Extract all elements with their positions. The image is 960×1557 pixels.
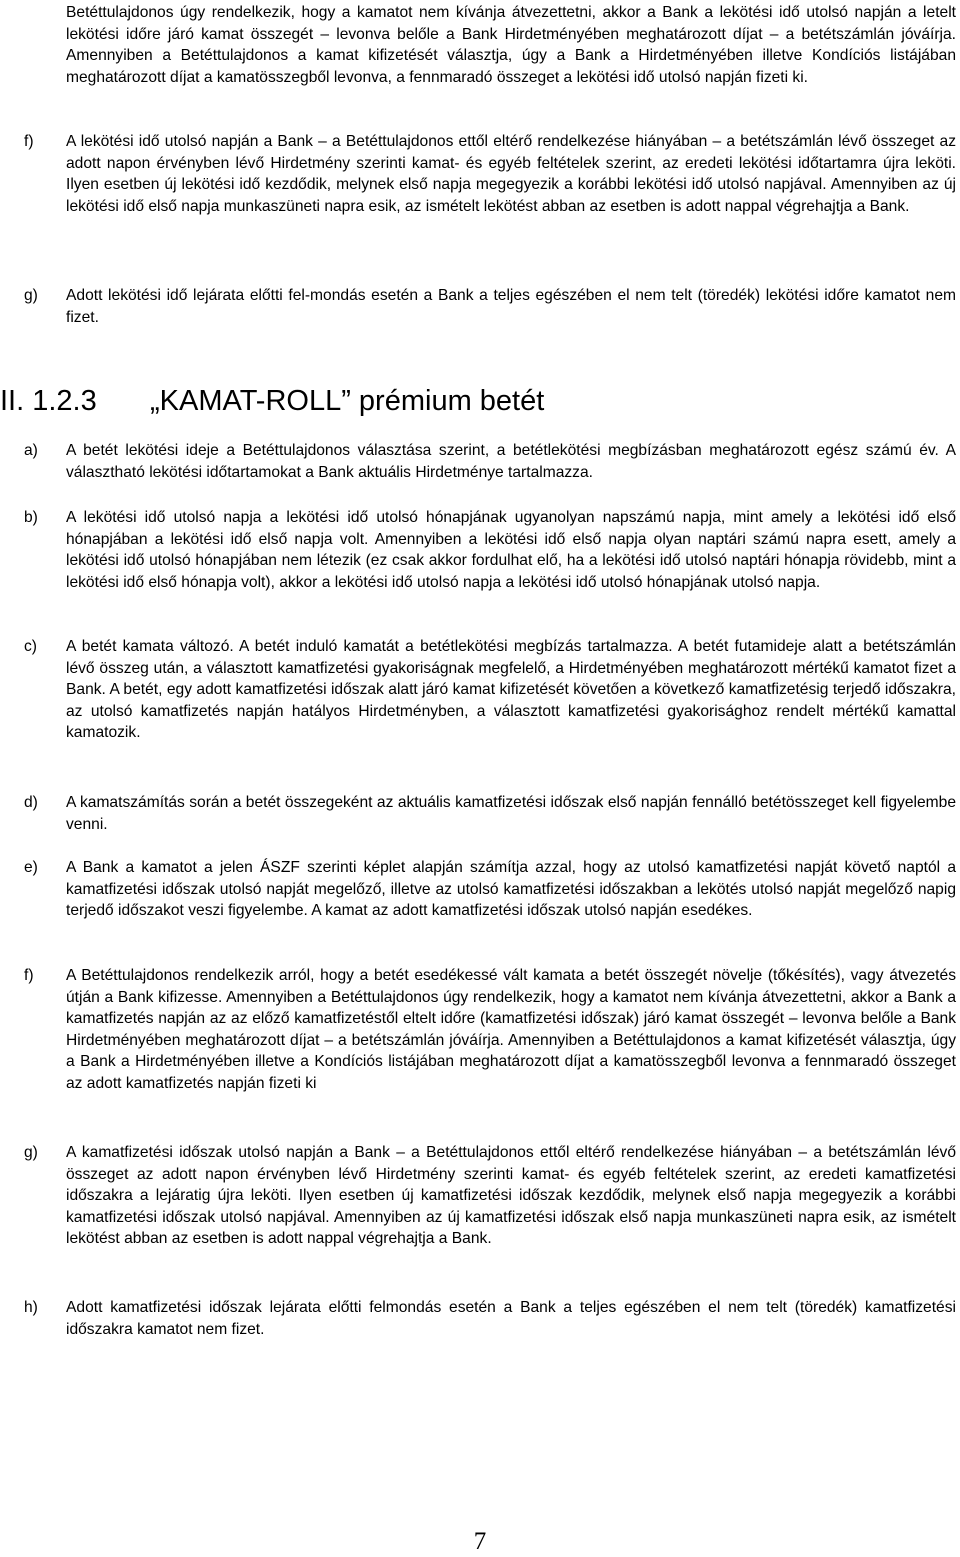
list-item [24,965,956,1094]
item-label: a) [24,442,38,459]
list-item [24,285,956,328]
list-item [24,636,956,744]
item-text: A Betéttulajdonos rendelkezik arról, hogy a betét esedékessé vált kamata a betét összegét növelje (tőkésítés), vagy átvezetés útján a Bank kifizesse. Amennyiben a Betéttulajdonos úgy rendelkezik, hogy a kamatot nem kívánja átvezettetni, akkor a Bank a kamatfizetés napján az az előző kamatfizetéstől eltelt időre (kamatfizetési időszak) járó kamat összegét – levonva belőle a Bank Hirdetményében meghatározott díjat – a betétszámlán jóváírja. Amennyiben a Betéttulajdonos a kamat kifizetését választja, úgy a Bank a Hirdetményében illetve a Kondíciós listájában meghatározott díjat a kamatösszegből levonva a fennmaradó összeget az adott kamatfizetés napján fizeti ki [66,967,956,1092]
item-label: g) [24,287,38,304]
list-item [24,440,956,483]
item-label: g) [24,1144,38,1161]
item-text: A lekötési idő utolsó napján a Bank – a Betéttulajdonos ettől eltérő rendelkezése hiányában – a betétszámlán lévő összeget az adott napon érvényben lévő Hirdetmény szerinti kamat- és egyéb feltételek szerint, az eredeti lekötési időtartamra újra leköti. Ilyen esetben új lekötési idő kezdődik, melynek első napja megegyezik a korábbi lekötési idő utolsó napjával. Amennyiben az új lekötési idő első napja munkaszüneti napra esik, az ismételt lekötést abban az esetben is adott nappal végrehajtja a Bank. [66,133,956,215]
item-text: A Bank a kamatot a jelen ÁSZF szerinti képlet alapján számítja azzal, hogy az utolsó kamatfizetési napját követő naptól a kamatfizetési időszak utolsó napját megelőző, illetve az utolsó kamatfizetési időszakban a lekötés utolsó napját megelőző napig terjedő időszakot veszi figyelembe. A kamat az adott kamatfizetési időszak utolsó napján esedékes. [66,859,956,919]
item-text: A kamatfizetési időszak utolsó napján a Bank – a Betéttulajdonos ettől eltérő rendelkezése hiányában – a betétszámlán lévő összeget az adott napon érvényben lévő Hirdetmény szerinti kamat- és egyéb feltételek szerint, az eredeti kamatfizetési időszakra a lejáratig újra leköti. Ilyen esetben új kamatfizetési időszak kezdődik, melynek első napja megegyezik a korábbi kamatfizetési időszak utolsó napjával. Amennyiben az új kamatfizetési időszak első napja munkaszüneti napra esik, az ismételt lekötést abban az esetben is adott nappal végrehajtja a Bank. [66,1144,956,1247]
list-item [24,1142,956,1250]
item-label: b) [24,509,38,526]
section-number: II. 1.2.3 [0,385,97,417]
section-title: „KAMAT-ROLL” prémium betét [150,385,545,417]
item-label: c) [24,638,37,655]
intro-paragraph: Betéttulajdonos úgy rendelkezik, hogy a kamatot nem kívánja átvezettetni, akkor a Bank a lekötési idő utolsó napján a letelt lekötési időre járó kamat összegét – levonva belőle a Bank Hirdetményében meghatározott díjat – a betétszámlán jóváírja. Amennyiben a Betéttulajdonos a kamat kifizetését választja, úgy a Bank a Hirdetményében illetve Kondíciós listájában meghatározott díjat a kamatösszegből levonva, a fennmaradó összeget a lekötési idő utolsó napján fizeti ki. [66,4,956,86]
page-number: 7 [473,1528,487,1555]
item-text: A betét kamata változó. A betét induló kamatát a betétlekötési megbízás tartalmazza. A betét futamideje alatt a betétszámlán lévő összeg után, a választott kamatfizetési gyakoriságnak megfelelő, a Hirdetményében meghatározott mértékű kamatot fizet a Bank. A betét, egy adott kamatfizetési időszak alatt járó kamat kifizetését követően a következő kamatfizetésig terjedő időszakra, az utolsó kamatfizetés napján hatályos Hirdetményben, a választott kamatfizetési gyakorisághoz rendelt mértékű kamattal kamatozik. [66,638,956,741]
item-label: e) [24,859,38,876]
list-item [24,1297,956,1340]
item-label: f) [24,133,34,150]
item-text: A betét lekötési ideje a Betéttulajdonos választása szerint, a betétlekötési megbízásban meghatározott egész számú év. A választható lekötési időtartamokat a Bank aktuális Hirdetménye tartalmazza. [66,442,956,481]
item-text: Adott lekötési idő lejárata előtti fel-mondás esetén a Bank a teljes egészében el nem telt (töredék) lekötési időre kamatot nem fizet. [66,287,956,326]
list-item [24,857,956,922]
item-label: h) [24,1299,38,1316]
list-item [24,792,956,835]
item-text: A lekötési idő utolsó napja a lekötési idő utolsó hónapjának ugyanolyan napszámú napja, mint amely a lekötési idő első hónapjában a lekötési idő első napja volt. Amennyiben a lekötési idő első napja olyan naptári számú napra esett, amely a lekötési idő utolsó hónapjában nem létezik (ez csak akkor fordulhat elő, ha a lekötési idő utolsó naptári hónapja rövidebb, mint a lekötési idő első hónapja volt), akkor a lekötési idő utolsó napja a lekötési idő utolsó hónapjának utolsó napja. [66,509,956,591]
list-item [24,507,956,593]
item-text: A kamatszámítás során a betét összegeként az aktuális kamatfizetési időszak első napján fennálló betétösszeget kell figyelembe venni. [66,794,956,833]
list-item [24,131,956,217]
item-label: d) [24,794,38,811]
item-label: f) [24,967,34,984]
item-text: Adott kamatfizetési időszak lejárata előtti felmondás esetén a Bank a teljes egészében el nem telt (töredék) kamatfizetési időszakra kamatot nem fizet. [66,1299,956,1338]
